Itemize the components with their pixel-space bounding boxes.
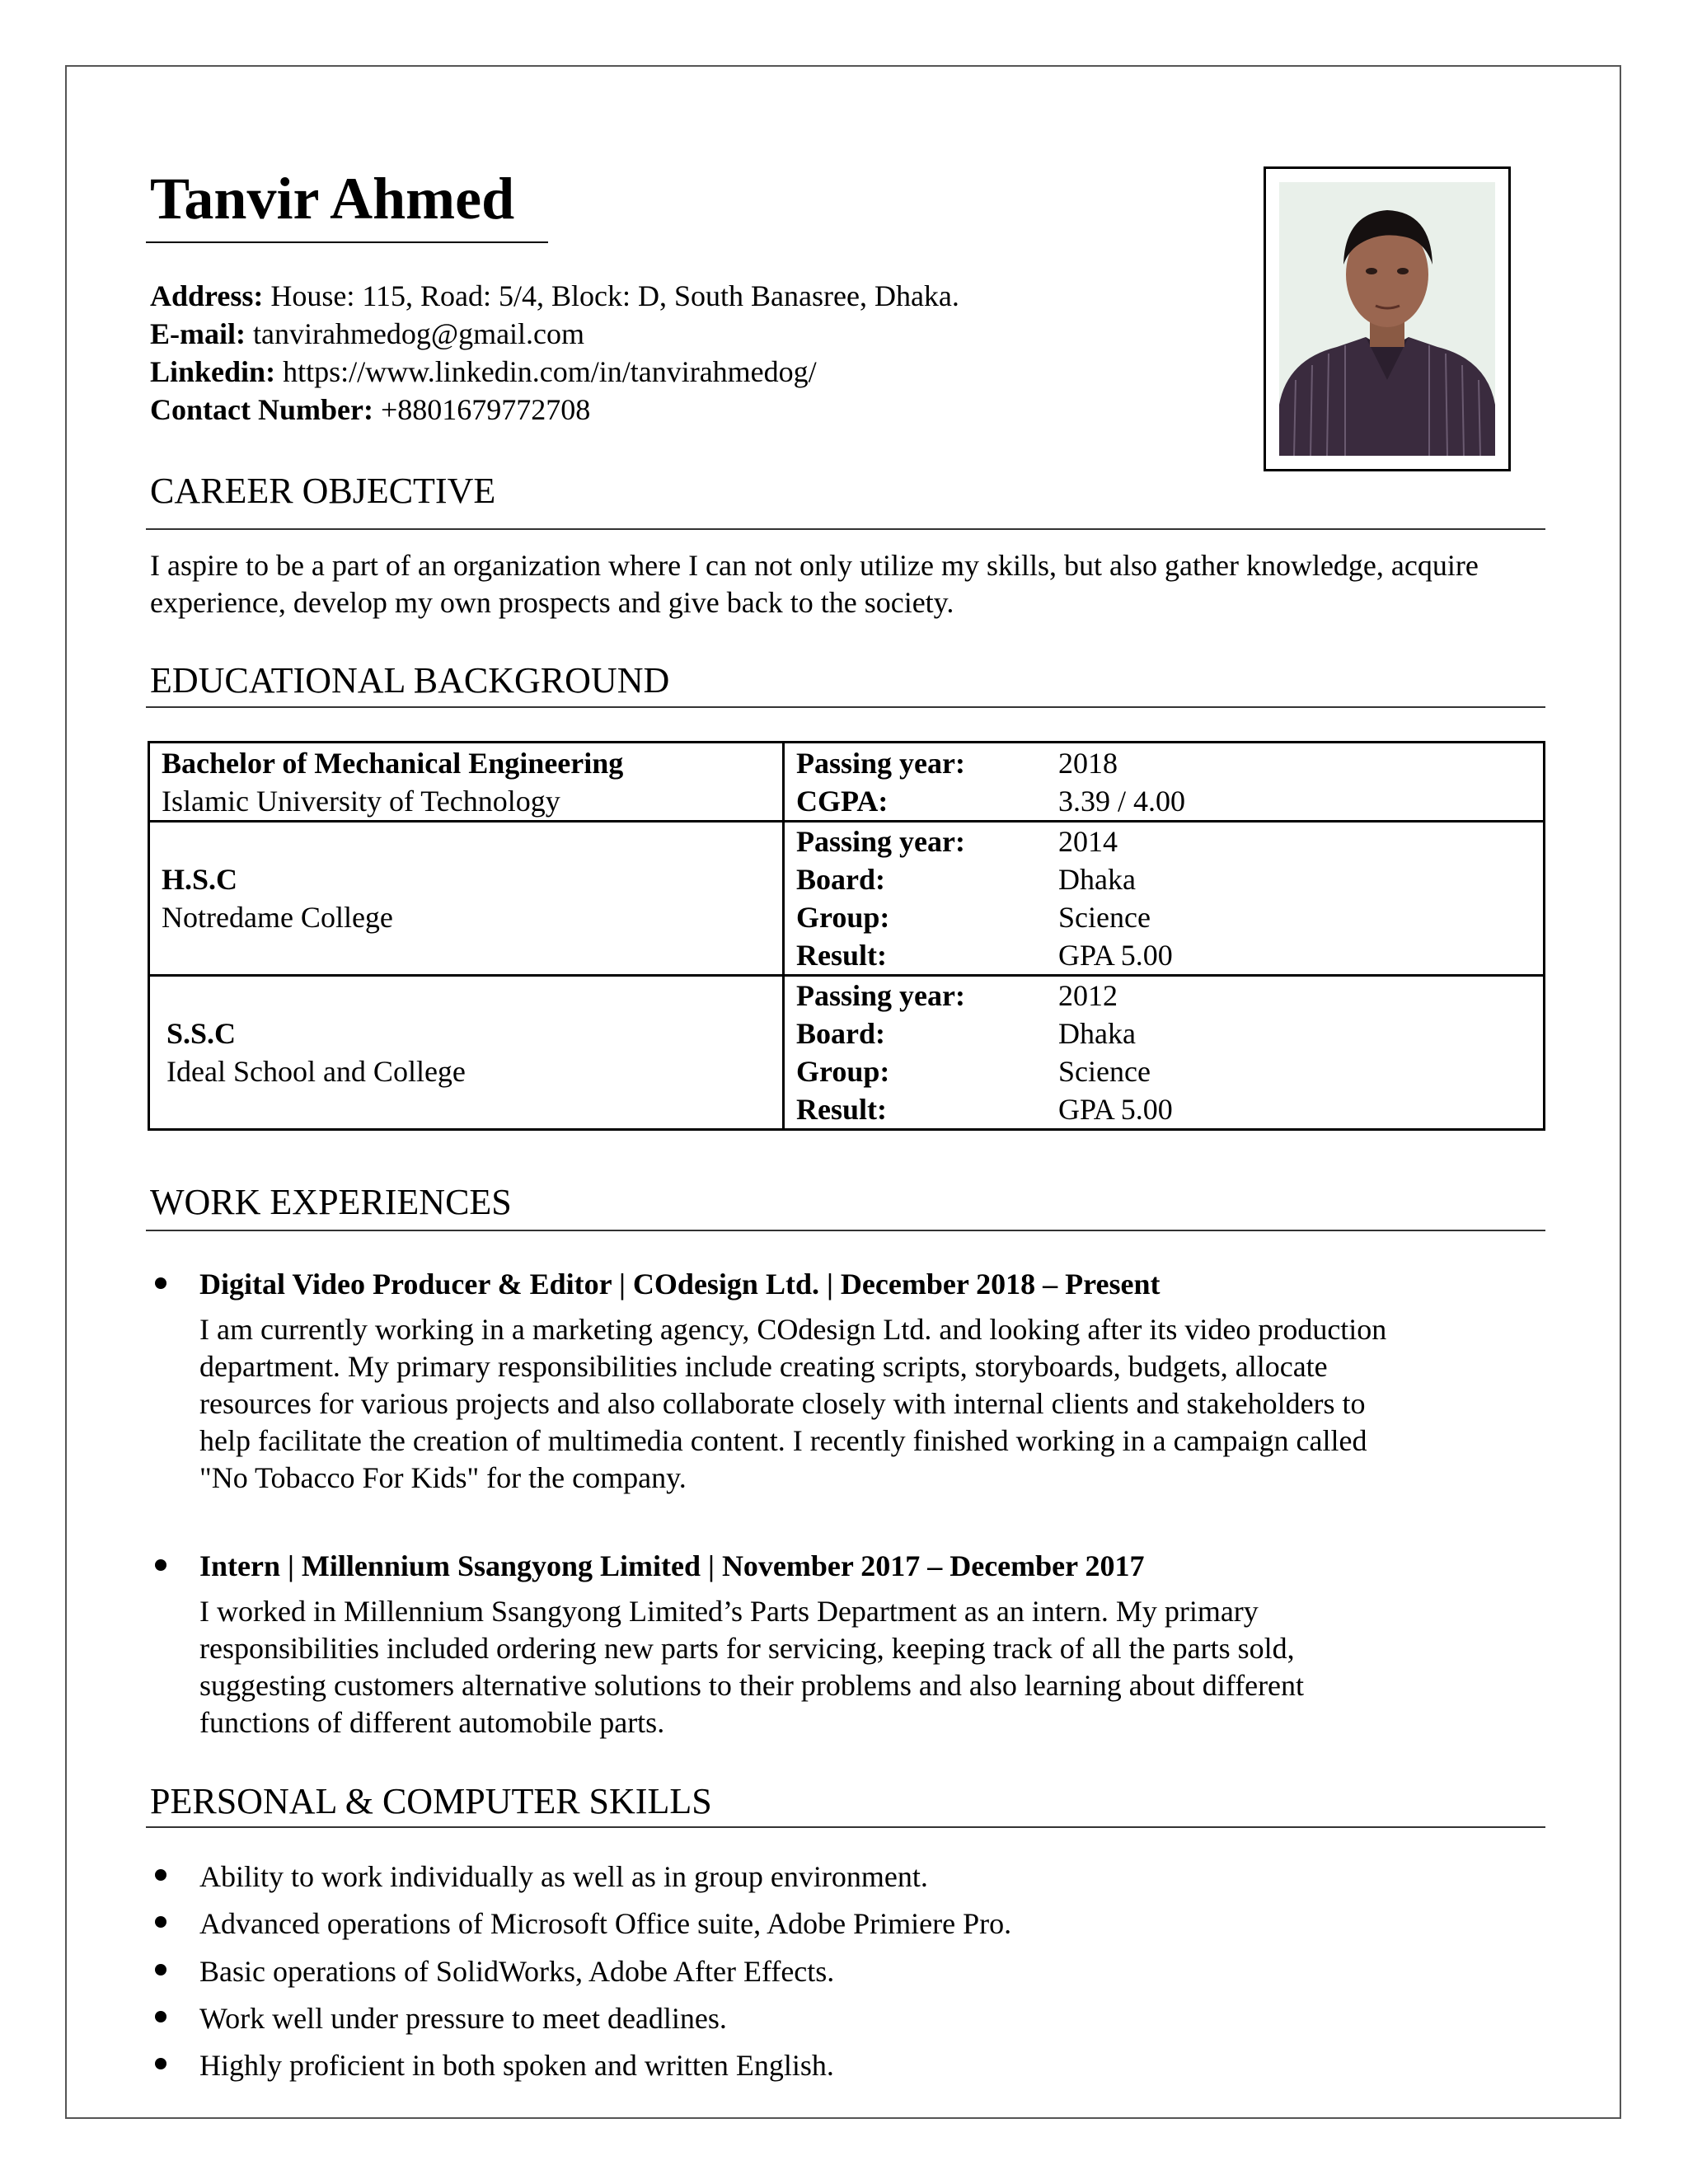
- name-underline: [146, 241, 548, 243]
- job-description-line: suggesting customers alternative solutions to their problems and also learning about different: [199, 1669, 1305, 1702]
- job-description-line: resources for various projects and also collaborate closely with internal clients and stakeholders to: [199, 1387, 1366, 1420]
- detail-line: [796, 898, 1543, 936]
- education-row-hsc: [149, 822, 1545, 976]
- profile-photo: [1279, 182, 1495, 456]
- detail-key: Passing year:: [796, 825, 965, 858]
- bullet-icon: [155, 1964, 166, 1975]
- detail-key: Group:: [796, 1055, 890, 1088]
- institution-name: Notredame College: [162, 901, 393, 934]
- detail-value: 3.39 / 4.00: [1058, 784, 1186, 818]
- detail-key: Passing year:: [796, 979, 965, 1012]
- degree-name: Bachelor of Mechanical Engineering: [162, 746, 624, 780]
- skill-item: Basic operations of SolidWorks, Adobe After Effects.: [199, 1955, 835, 1988]
- job-description-1: [199, 1311, 1551, 1497]
- job-description-line: "No Tobacco For Kids" for the company.: [199, 1461, 687, 1494]
- degree-cell: [149, 822, 784, 976]
- education-row-bachelor: [149, 743, 1545, 822]
- detail-line: [796, 977, 1543, 1015]
- detail-line: [796, 1052, 1543, 1090]
- detail-value: Science: [1058, 1055, 1151, 1088]
- skill-item: Work well under pressure to meet deadlines.: [199, 2002, 727, 2035]
- phone-label: Contact Number:: [150, 393, 373, 426]
- details-cell: [784, 976, 1545, 1130]
- job-description-line: I am currently working in a marketing agency, COdesign Ltd. and looking after its video production: [199, 1313, 1387, 1346]
- job-description-line: help facilitate the creation of multimedia content. I recently finished working in a campaign called: [199, 1424, 1367, 1457]
- address-value: House: 115, Road: 5/4, Block: D, South Banasree, Dhaka.: [270, 279, 959, 312]
- detail-key: Result:: [796, 939, 887, 972]
- institution-name: Ideal School and College: [166, 1055, 466, 1088]
- career-objective-heading: CAREER OBJECTIVE: [150, 471, 496, 511]
- job-heading-2: Intern | Millennium Ssangyong Limited | November 2017 – December 2017: [199, 1549, 1145, 1582]
- skills-heading: PERSONAL & COMPUTER SKILLS: [150, 1781, 712, 1821]
- education-row-ssc: [149, 976, 1545, 1130]
- bullet-icon: [155, 1559, 166, 1571]
- phone-value: +8801679772708: [380, 393, 591, 426]
- institution-name: Islamic University of Technology: [162, 784, 560, 818]
- degree-cell: [149, 743, 784, 822]
- address-row: [150, 277, 959, 315]
- detail-line: [796, 782, 1543, 820]
- detail-key: Board:: [796, 863, 885, 896]
- linkedin-value[interactable]: https://www.linkedin.com/in/tanvirahmedog/: [283, 355, 817, 388]
- detail-key: CGPA:: [796, 784, 889, 818]
- skill-item: Highly proficient in both spoken and written English.: [199, 2049, 834, 2082]
- bullet-icon: [155, 1916, 166, 1928]
- candidate-name: Tanvir Ahmed: [150, 166, 515, 232]
- work-experience-rule: [146, 1230, 1545, 1231]
- job-description-2: [199, 1593, 1551, 1741]
- detail-value: Dhaka: [1058, 863, 1136, 896]
- bullet-icon: [155, 2011, 166, 2022]
- degree-cell: [149, 976, 784, 1130]
- details-cell: [784, 743, 1545, 822]
- detail-value: 2014: [1058, 825, 1118, 858]
- detail-value: GPA 5.00: [1058, 1093, 1173, 1126]
- address-label: Address:: [150, 279, 264, 312]
- education-table: [148, 741, 1545, 1131]
- detail-value: 2012: [1058, 979, 1118, 1012]
- email-label: E-mail:: [150, 317, 246, 350]
- profile-photo-frame: [1264, 166, 1511, 471]
- phone-row: [150, 391, 959, 429]
- detail-line: [796, 936, 1543, 974]
- degree-name: H.S.C: [162, 863, 238, 896]
- skill-item: Advanced operations of Microsoft Office suite, Adobe Primiere Pro.: [199, 1907, 1012, 1940]
- job-description-line: functions of different automobile parts.: [199, 1706, 665, 1739]
- bullet-icon: [155, 1869, 166, 1881]
- email-row: [150, 315, 959, 353]
- job-description-line: department. My primary responsibilities include creating scripts, storyboards, budgets, allocate: [199, 1350, 1328, 1383]
- detail-value: GPA 5.00: [1058, 939, 1173, 972]
- linkedin-label: Linkedin:: [150, 355, 276, 388]
- education-heading: EDUCATIONAL BACKGROUND: [150, 660, 670, 701]
- education-rule: [146, 706, 1545, 708]
- job-description-line: I worked in Millennium Ssangyong Limited’s Parts Department as an intern. My primary: [199, 1595, 1259, 1628]
- detail-key: Result:: [796, 1093, 887, 1126]
- detail-line: [796, 744, 1543, 782]
- detail-key: Group:: [796, 901, 890, 934]
- linkedin-row: [150, 353, 959, 391]
- detail-key: Board:: [796, 1017, 885, 1050]
- bullet-icon: [155, 1277, 166, 1289]
- work-experience-heading: WORK EXPERIENCES: [150, 1182, 512, 1222]
- career-objective-rule: [146, 528, 1545, 530]
- job-description-line: responsibilities included ordering new parts for servicing, keeping track of all the parts sold,: [199, 1632, 1295, 1665]
- bullet-icon: [155, 2058, 166, 2069]
- job-heading-1: Digital Video Producer & Editor | COdesign Ltd. | December 2018 – Present: [199, 1268, 1160, 1301]
- detail-line: [796, 823, 1543, 860]
- detail-line: [796, 1090, 1543, 1128]
- contact-block: [150, 277, 959, 429]
- detail-line: [796, 860, 1543, 898]
- detail-line: [796, 1015, 1543, 1052]
- detail-value: Dhaka: [1058, 1017, 1136, 1050]
- detail-value: Science: [1058, 901, 1151, 934]
- career-objective-text: I aspire to be a part of an organization where I can not only utilize my skills, but also gather knowledge, acquire experience, develop my own prospects and give back to the society.: [150, 549, 1479, 619]
- skills-rule: [146, 1826, 1545, 1828]
- email-value[interactable]: tanvirahmedog@gmail.com: [252, 317, 585, 350]
- profile-photo-illustration: [1279, 182, 1495, 456]
- details-cell: [784, 822, 1545, 976]
- detail-value: 2018: [1058, 746, 1118, 780]
- detail-key: Passing year:: [796, 746, 965, 780]
- degree-name: S.S.C: [166, 1017, 237, 1050]
- skill-item: Ability to work individually as well as in group environment.: [199, 1860, 928, 1893]
